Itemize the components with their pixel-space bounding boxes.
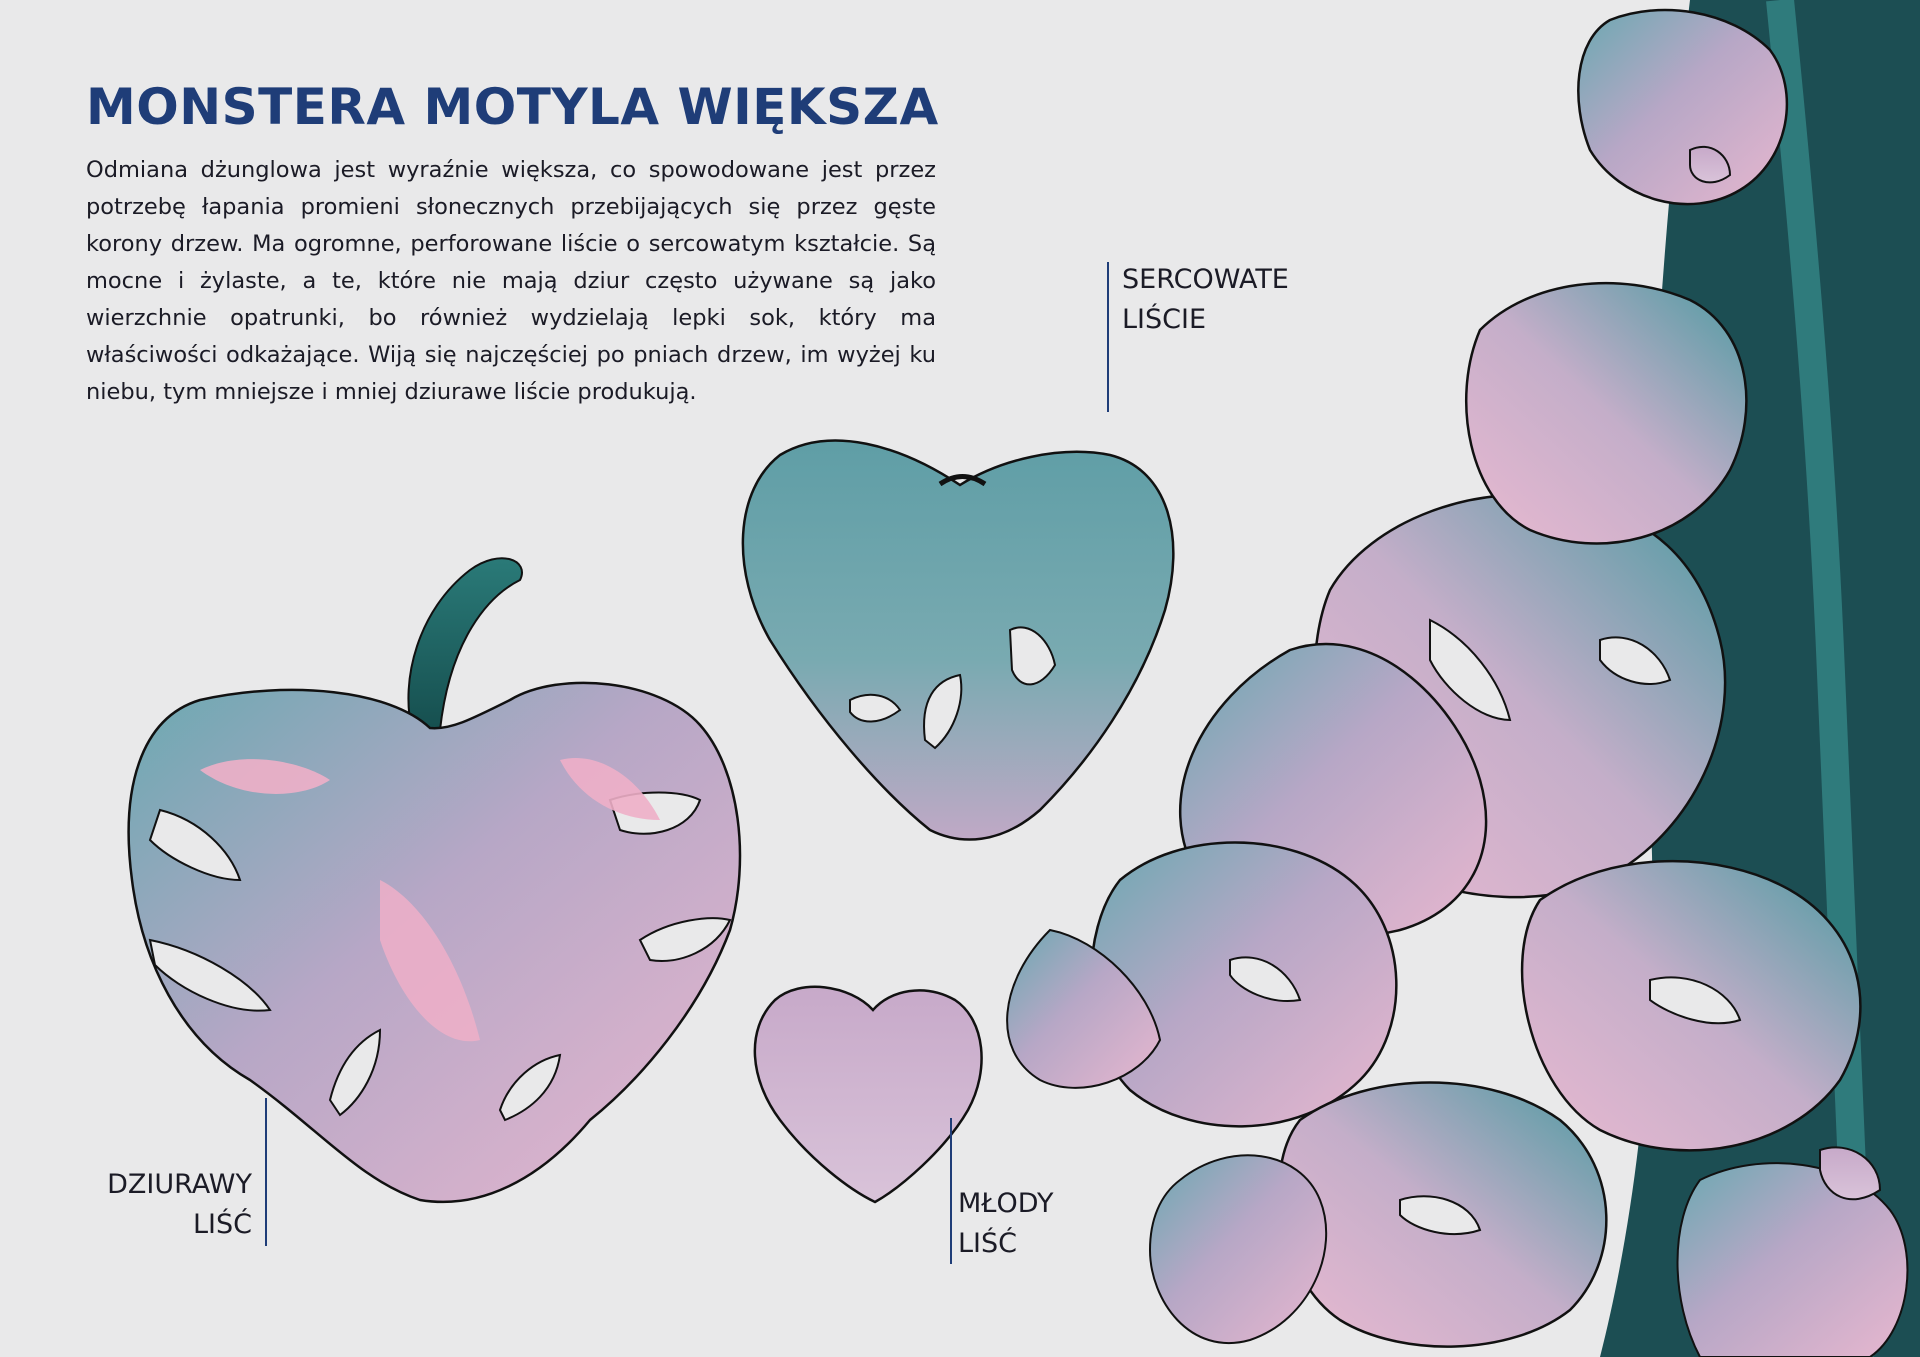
holed-leaf-illustration xyxy=(129,558,740,1202)
label-dziurawy-line2: LIŚĆ xyxy=(193,1209,252,1240)
foliage-cluster-illustration xyxy=(1007,0,1920,1357)
heart-leaf-illustration xyxy=(743,441,1173,840)
label-mlody-line1: MŁODY xyxy=(958,1188,1054,1219)
page-title: MONSTERA MOTYLA WIĘKSZA xyxy=(86,78,939,136)
label-rule-mlody xyxy=(950,1118,952,1264)
label-dziurawy-line1: DZIURAWY xyxy=(107,1169,252,1200)
young-leaf-illustration xyxy=(755,987,982,1202)
label-rule-dziurawy xyxy=(265,1098,267,1246)
label-rule-sercowate xyxy=(1107,262,1109,412)
label-dziurawy-lisc xyxy=(107,1165,252,1245)
label-sercowate-line1: SERCOWATE xyxy=(1122,264,1289,295)
description-paragraph: Odmiana dżunglowa jest wyraźnie większa, co spowodowane jest przez potrzebę łapania promieni słonecznych przebijających się przez gęste korony drzew. Ma ogromne, perforowane liście o sercowatym kształcie. Są mocne i żylaste, a te, które nie mają dziur często używane są jako wierzchnie opatrunki, bo również wydzielają lepki sok, który ma właściwości odkażające. Wiją się najczęściej po pniach drzew, im wyżej ku niebu, tym mniejsze i mniej dziurawe liście produkują. xyxy=(86,157,936,405)
label-mlody-line2: LIŚĆ xyxy=(958,1228,1017,1259)
label-mlody-lisc xyxy=(958,1184,1054,1264)
label-sercowate-line2: LIŚCIE xyxy=(1122,304,1207,335)
label-sercowate-liscie xyxy=(1122,260,1289,340)
